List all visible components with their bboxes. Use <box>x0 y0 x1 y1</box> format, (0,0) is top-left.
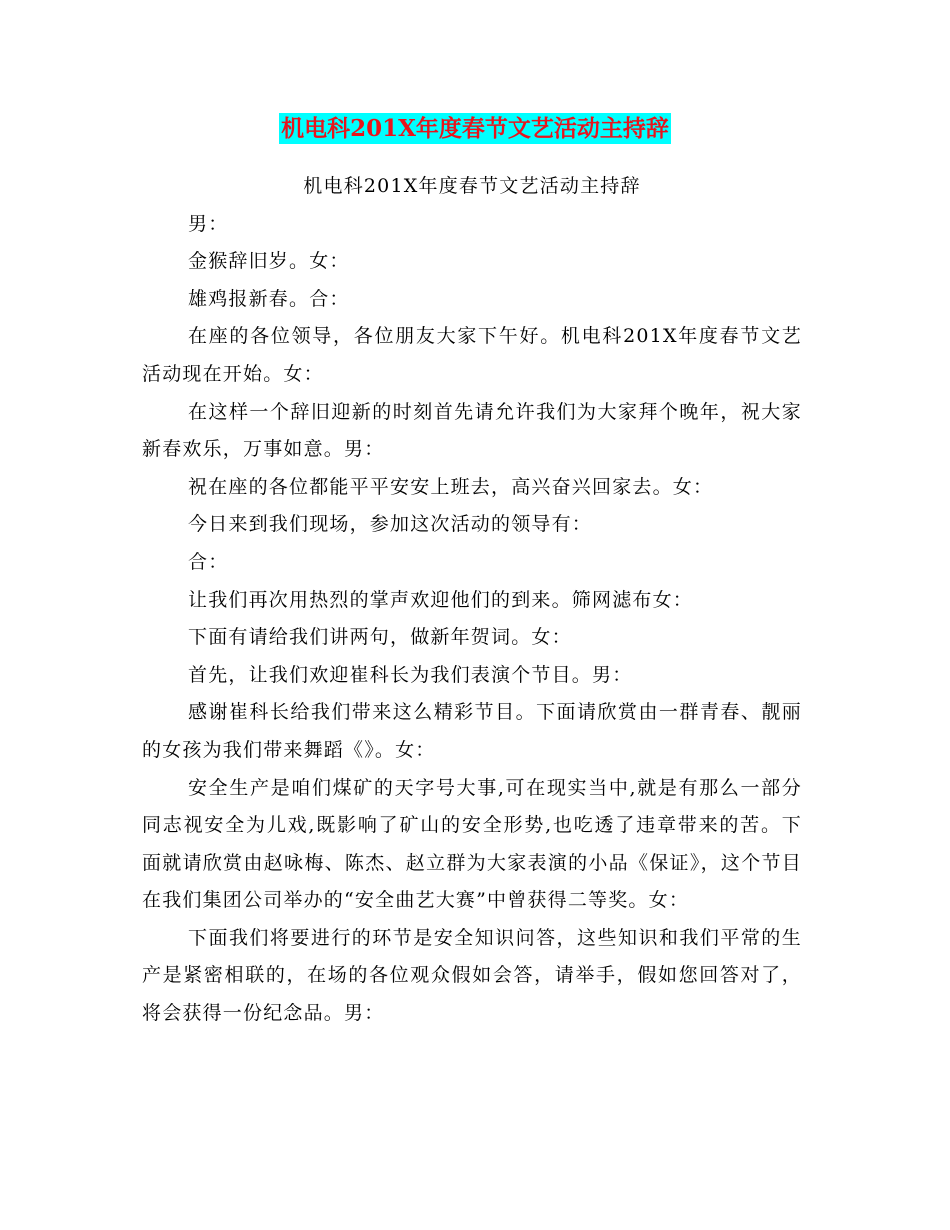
paragraph: 安全生产是咱们煤矿的天字号大事,可在现实当中,就是有那么一部分同志视安全为儿戏,既影响了矿山的安全形势,也吃透了违章带来的苦。下面就请欣赏由赵咏梅、陈杰、赵立群为大家表演的小品《保证》，这个节目在我们集团公司举办的“安全曲艺大赛”中曾获得二等奖。女： <box>142 776 802 912</box>
paragraph: 祝在座的各位都能平平安安上班去，高兴奋兴回家去。女： <box>188 475 714 498</box>
document-body <box>142 168 802 1033</box>
paragraph: 让我们再次用热烈的掌声欢迎他们的到来。筛网滤布女： <box>188 588 694 611</box>
paragraph: 合： <box>188 550 229 573</box>
paragraph: 雄鸡报新春。合： <box>188 287 350 310</box>
document-title-text: 机电科201X年度春节文艺活动主持辞 <box>281 115 669 142</box>
paragraph: 在这样一个辞旧迎新的时刻首先请允许我们为大家拜个晚年，祝大家新春欢乐，万事如意。男： <box>142 400 802 461</box>
paragraph: 男： <box>188 212 229 235</box>
paragraph: 下面我们将要进行的环节是安全知识问答，这些知识和我们平常的生产是紧密相联的，在场的各位观众假如会答，请举手，假如您回答对了，将会获得一份纪念品。男： <box>142 926 802 1025</box>
paragraph: 今日来到我们现场，参加这次活动的领导有： <box>188 513 593 536</box>
document-title <box>0 112 950 148</box>
paragraph: 首先，让我们欢迎崔科长为我们表演个节目。男： <box>188 663 633 686</box>
paragraph: 感谢崔科长给我们带来这么精彩节目。下面请欣赏由一群青春、靓丽的女孩为我们带来舞蹈《》。女： <box>142 701 802 761</box>
document-subtitle: 机电科201X年度春节文艺活动主持辞 <box>303 175 641 197</box>
paragraph: 下面有请给我们讲两句，做新年贺词。女： <box>188 626 572 649</box>
paragraph: 在座的各位领导，各位朋友大家下午好。机电科201X年度春节文艺活动现在开始。女： <box>142 325 802 385</box>
paragraph: 金猴辞旧岁。女： <box>188 250 350 273</box>
